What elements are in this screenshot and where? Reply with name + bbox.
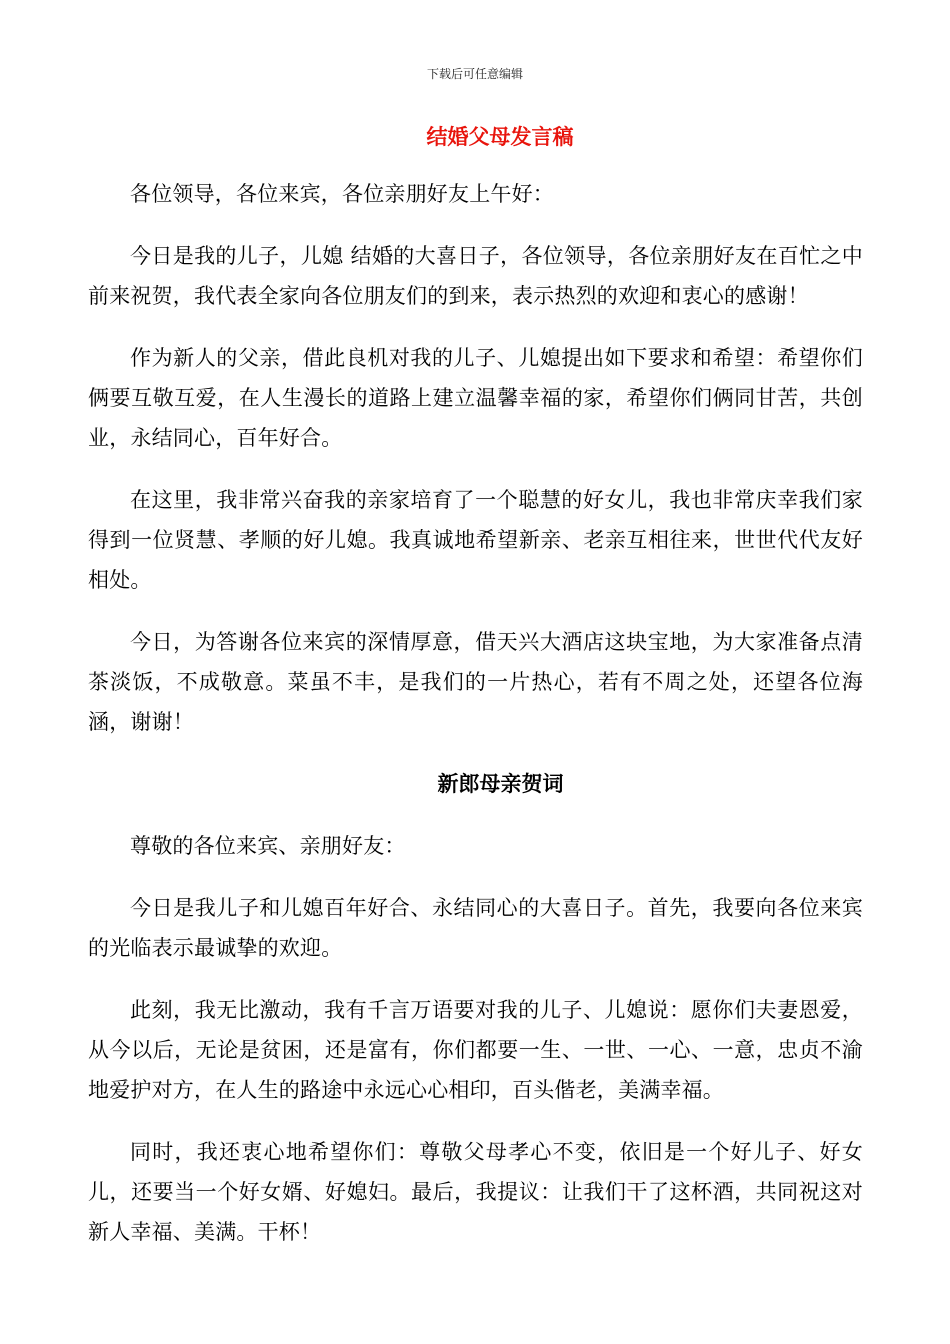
paragraph: 同时，我还衷心地希望你们：尊敬父母孝心不变，依旧是一个好儿子、好女儿，还要当一个好女婿、好媳妇。最后，我提议：让我们干了这杯酒，共同祝这对新人幸福、美满。干杯！	[88, 1140, 863, 1244]
document-body	[88, 174, 863, 1274]
paragraph: 今日，为答谢各位来宾的深情厚意，借天兴大酒店这块宝地，为大家准备点清茶淡饭，不成敬意。菜虽不丰，是我们的一片热心，若有不周之处，还望各位海涵，谢谢！	[88, 630, 863, 734]
page-header: 下载后可任意编辑	[426, 67, 523, 81]
section-heading: 新郎母亲贺词	[437, 771, 564, 796]
paragraph: 尊敬的各位来宾、亲朋好友：	[130, 834, 406, 858]
paragraph: 作为新人的父亲，借此良机对我的儿子、儿媳提出如下要求和希望：希望你们俩要互敬互爱，在人生漫长的道路上建立温馨幸福的家，希望你们俩同甘苦，共创业，永结同心，百年好合。	[88, 346, 863, 450]
paragraph: 今日是我儿子和儿媳百年好合、永结同心的大喜日子。首先，我要向各位来宾的光临表示最诚挚的欢迎。	[88, 896, 863, 960]
paragraph: 今日是我的儿子，儿媳 结婚的大喜日子，各位领导，各位亲朋好友在百忙之中前来祝贺，我代表全家向各位朋友们的到来，表示热烈的欢迎和衷心的感谢！	[88, 244, 863, 308]
paragraph: 各位领导，各位来宾，各位亲朋好友上午好：	[130, 182, 554, 206]
paragraph: 此刻，我无比激动，我有千言万语要对我的儿子、儿媳说：愿你们夫妻恩爱，从今以后，无论是贫困，还是富有，你们都要一生、一世、一心、一意，忠贞不渝地爱护对方，在人生的路途中永远心心相印，百头偕老，美满幸福。	[88, 998, 863, 1102]
document-title: 结婚父母发言稿	[426, 124, 574, 149]
paragraph: 在这里，我非常兴奋我的亲家培育了一个聪慧的好女儿，我也非常庆幸我们家得到一位贤慧、孝顺的好儿媳。我真诚地希望新亲、老亲互相往来，世世代代友好相处。	[88, 488, 863, 592]
